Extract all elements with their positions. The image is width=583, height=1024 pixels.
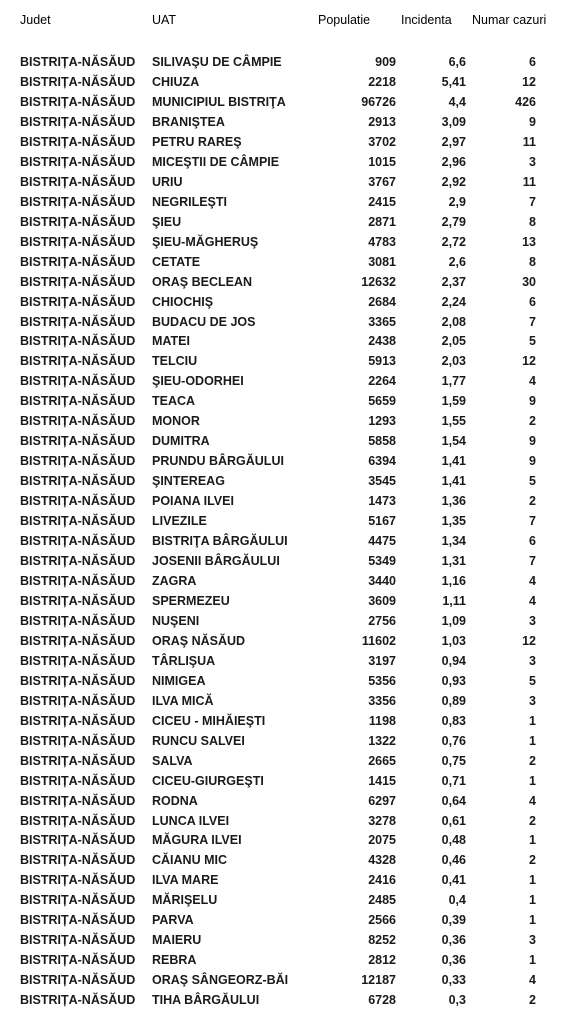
cell-incidence: 0,71 <box>441 773 466 788</box>
cell-uat: ORAŞ SÂNGEORZ-BĂI <box>152 973 289 988</box>
cell-judet: BISTRIȚA-NĂSĂUD <box>20 853 136 868</box>
cell-uat: MĂRIŞELU <box>152 893 218 908</box>
cell-incidence: 1,55 <box>441 414 466 429</box>
cell-population: 2416 <box>368 873 396 888</box>
cell-cases: 4 <box>529 574 536 588</box>
cell-population: 2566 <box>368 913 396 928</box>
header-population: Populatie <box>318 13 371 27</box>
cell-judet: BISTRIȚA-NĂSĂUD <box>20 793 136 808</box>
cell-judet: BISTRIȚA-NĂSĂUD <box>20 334 136 349</box>
cell-population: 5858 <box>368 434 396 449</box>
cell-judet: BISTRIȚA-NĂSĂUD <box>20 773 136 788</box>
table-row <box>0 751 583 771</box>
cell-uat: RODNA <box>152 793 198 808</box>
cell-population: 3702 <box>368 134 396 149</box>
cell-uat: TIHA BÂRGĂULUI <box>152 993 260 1008</box>
cell-incidence: 0,46 <box>441 853 466 868</box>
cell-cases: 2 <box>529 753 536 768</box>
table-row <box>0 92 583 112</box>
table-row <box>0 950 583 970</box>
table-row <box>0 72 583 92</box>
cell-uat: PARVA <box>152 913 194 928</box>
table-row <box>0 331 583 351</box>
cell-cases: 9 <box>529 114 536 129</box>
cell-uat: ZAGRA <box>152 574 197 588</box>
table-row <box>0 491 583 511</box>
cell-judet: BISTRIȚA-NĂSĂUD <box>20 673 136 688</box>
cell-uat: NUŞENI <box>152 613 200 628</box>
cell-uat: ŞIEU <box>152 214 182 229</box>
cell-incidence: 2,37 <box>441 274 466 289</box>
cell-uat: CETATE <box>152 254 201 269</box>
cell-cases: 12 <box>522 633 536 648</box>
cell-uat: BUDACU DE JOS <box>152 314 256 329</box>
cell-incidence: 0,33 <box>441 973 466 988</box>
table-row <box>0 910 583 930</box>
cell-cases: 12 <box>522 75 536 89</box>
cell-population: 5167 <box>368 514 396 529</box>
cell-uat: POIANA ILVEI <box>152 494 234 509</box>
cell-judet: BISTRIȚA-NĂSĂUD <box>20 314 136 329</box>
cell-judet: BISTRIȚA-NĂSĂUD <box>20 713 136 728</box>
cell-uat: CHIUZA <box>152 75 200 89</box>
cell-incidence: 2,03 <box>441 354 466 369</box>
cell-uat: MONOR <box>152 414 200 429</box>
table-row <box>0 631 583 651</box>
cell-cases: 30 <box>522 274 536 289</box>
cell-incidence: 4,4 <box>448 94 466 109</box>
cell-judet: BISTRIȚA-NĂSĂUD <box>20 254 136 269</box>
cell-uat: DUMITRA <box>152 434 210 449</box>
cell-population: 2075 <box>368 833 396 848</box>
cell-population: 1293 <box>368 414 396 429</box>
cell-incidence: 0,75 <box>441 753 466 768</box>
cell-cases: 1 <box>529 833 536 848</box>
table-row <box>0 691 583 711</box>
cell-incidence: 2,92 <box>441 174 466 189</box>
cell-cases: 13 <box>522 234 536 249</box>
cell-cases: 11 <box>522 174 536 189</box>
cell-uat: ILVA MARE <box>152 873 219 888</box>
cell-population: 2913 <box>368 114 396 129</box>
cell-incidence: 2,08 <box>441 314 466 329</box>
cell-cases: 11 <box>522 134 536 149</box>
cell-incidence: 1,11 <box>442 593 466 608</box>
cell-judet: BISTRIȚA-NĂSĂUD <box>20 174 136 189</box>
cell-incidence: 0,41 <box>441 873 466 888</box>
cell-cases: 4 <box>529 793 536 808</box>
cell-cases: 6 <box>529 294 536 309</box>
cell-judet: BISTRIȚA-NĂSĂUD <box>20 973 136 988</box>
cell-judet: BISTRIȚA-NĂSĂUD <box>20 913 136 928</box>
cell-incidence: 0,39 <box>441 913 466 928</box>
cell-population: 5349 <box>368 554 396 568</box>
cell-incidence: 1,03 <box>441 633 466 648</box>
cell-cases: 1 <box>529 893 536 908</box>
cell-uat: NEGRILEŞTI <box>152 194 228 209</box>
table-row <box>0 431 583 451</box>
cell-population: 4475 <box>368 534 396 548</box>
cell-cases: 1 <box>529 953 536 968</box>
cell-population: 6728 <box>368 993 396 1008</box>
cell-judet: BISTRIȚA-NĂSĂUD <box>20 75 136 89</box>
table-row <box>0 152 583 172</box>
cell-cases: 5 <box>529 673 536 688</box>
cell-judet: BISTRIȚA-NĂSĂUD <box>20 294 136 309</box>
cell-incidence: 0,48 <box>441 833 466 848</box>
cell-incidence: 6,6 <box>448 55 466 69</box>
cell-uat: CHIOCHIŞ <box>152 294 214 309</box>
cell-uat: PRUNDU BÂRGĂULUI <box>152 454 284 469</box>
table-row <box>0 292 583 312</box>
cell-incidence: 1,41 <box>441 454 466 469</box>
cell-population: 1015 <box>368 154 396 169</box>
cell-judet: BISTRIȚA-NĂSĂUD <box>20 993 136 1008</box>
table-row <box>0 990 583 1010</box>
table-row <box>0 132 583 152</box>
table-row <box>0 351 583 371</box>
cell-population: 2684 <box>368 294 396 309</box>
cell-judet: BISTRIȚA-NĂSĂUD <box>20 554 136 568</box>
cell-uat: PETRU RAREŞ <box>152 134 242 149</box>
cell-cases: 12 <box>522 354 536 369</box>
table-row <box>0 551 583 571</box>
cell-judet: BISTRIȚA-NĂSĂUD <box>20 394 136 409</box>
cell-judet: BISTRIȚA-NĂSĂUD <box>20 55 136 69</box>
cell-uat: URIU <box>152 174 183 189</box>
table-row <box>0 252 583 272</box>
cell-incidence: 1,41 <box>441 474 466 489</box>
cell-uat: CICEU-GIURGEŞTI <box>152 773 264 788</box>
cell-uat: NIMIGEA <box>152 673 206 688</box>
cell-cases: 7 <box>529 514 536 529</box>
cell-incidence: 2,97 <box>441 134 466 149</box>
cell-population: 3081 <box>368 254 396 269</box>
cell-incidence: 0,36 <box>441 953 466 968</box>
cell-judet: BISTRIȚA-NĂSĂUD <box>20 693 136 708</box>
cell-cases: 5 <box>529 474 536 489</box>
cell-cases: 6 <box>529 534 536 548</box>
cell-judet: BISTRIȚA-NĂSĂUD <box>20 534 136 548</box>
cell-uat: SALVA <box>152 753 193 768</box>
cell-judet: BISTRIȚA-NĂSĂUD <box>20 114 136 129</box>
cell-population: 2812 <box>368 953 396 968</box>
cell-uat: ŞIEU-MĂGHERUŞ <box>152 234 259 249</box>
cell-cases: 4 <box>529 374 536 389</box>
header-judet: Judet <box>20 13 51 27</box>
cell-judet: BISTRIȚA-NĂSĂUD <box>20 813 136 828</box>
cell-judet: BISTRIȚA-NĂSĂUD <box>20 274 136 289</box>
table-row <box>0 870 583 890</box>
cell-judet: BISTRIȚA-NĂSĂUD <box>20 234 136 249</box>
cell-cases: 5 <box>529 334 536 349</box>
cell-incidence: 0,76 <box>441 733 466 748</box>
cell-cases: 6 <box>529 55 536 69</box>
cell-judet: BISTRIȚA-NĂSĂUD <box>20 474 136 489</box>
table-row <box>0 651 583 671</box>
table-header <box>0 10 583 30</box>
cell-judet: BISTRIȚA-NĂSĂUD <box>20 514 136 529</box>
table-row <box>0 371 583 391</box>
cell-judet: BISTRIȚA-NĂSĂUD <box>20 214 136 229</box>
cell-incidence: 1,36 <box>441 494 466 509</box>
cell-uat: ŞIEU-ODORHEI <box>152 374 244 389</box>
table-row <box>0 671 583 691</box>
cell-cases: 2 <box>529 853 536 868</box>
cell-uat: ORAŞ NĂSĂUD <box>152 633 246 648</box>
table-row <box>0 451 583 471</box>
cell-population: 8252 <box>368 933 396 948</box>
cell-judet: BISTRIȚA-NĂSĂUD <box>20 354 136 369</box>
cell-cases: 7 <box>529 314 536 329</box>
cell-population: 2438 <box>368 334 396 349</box>
table-row <box>0 112 583 132</box>
cell-cases: 2 <box>529 813 536 828</box>
cell-uat: REBRA <box>152 953 197 968</box>
cell-judet: BISTRIȚA-NĂSĂUD <box>20 893 136 908</box>
cell-population: 3197 <box>368 653 396 668</box>
cell-uat: TEACA <box>152 394 196 409</box>
cell-incidence: 0,61 <box>441 813 466 828</box>
table-row <box>0 531 583 551</box>
cell-population: 3356 <box>368 693 396 708</box>
header-cases: Numar cazuri <box>472 13 547 27</box>
cell-uat: MATEI <box>152 334 190 349</box>
cell-uat: ILVA MICĂ <box>152 693 214 708</box>
cell-cases: 7 <box>529 554 536 568</box>
cell-uat: MICEŞTII DE CÂMPIE <box>152 154 280 169</box>
cell-cases: 1 <box>529 713 536 728</box>
cell-judet: BISTRIȚA-NĂSĂUD <box>20 434 136 449</box>
table-row <box>0 232 583 252</box>
table-row <box>0 272 583 292</box>
cell-uat: TELCIU <box>152 354 198 369</box>
header-uat: UAT <box>152 13 177 27</box>
cell-population: 12187 <box>361 973 396 988</box>
header-incidence: Incidenta <box>401 13 452 27</box>
cell-cases: 426 <box>515 94 536 109</box>
cell-population: 2871 <box>368 214 396 229</box>
table-row <box>0 970 583 990</box>
cell-incidence: 2,9 <box>448 194 466 209</box>
cell-cases: 2 <box>529 993 536 1008</box>
cell-incidence: 0,36 <box>441 933 466 948</box>
cell-cases: 9 <box>529 454 536 469</box>
cell-incidence: 2,79 <box>441 214 466 229</box>
cell-uat: BRANIŞTEA <box>152 114 225 129</box>
table-row <box>0 771 583 791</box>
table-row <box>0 811 583 831</box>
cell-uat: MUNICIPIUL BISTRIŢA <box>152 94 286 109</box>
table-row <box>0 930 583 950</box>
cell-judet: BISTRIȚA-NĂSĂUD <box>20 873 136 888</box>
cell-incidence: 0,89 <box>441 693 466 708</box>
cell-incidence: 1,31 <box>441 554 466 568</box>
cell-uat: CICEU - MIHĂIEŞTI <box>152 713 266 728</box>
cell-uat: RUNCU SALVEI <box>152 733 245 748</box>
cell-incidence: 1,09 <box>441 613 466 628</box>
table-row <box>0 391 583 411</box>
cell-cases: 9 <box>529 434 536 449</box>
cell-population: 3365 <box>368 314 396 329</box>
table-row <box>0 52 583 72</box>
cell-judet: BISTRIȚA-NĂSĂUD <box>20 454 136 469</box>
table-row <box>0 192 583 212</box>
cell-population: 909 <box>375 55 396 69</box>
cell-incidence: 1,77 <box>441 374 466 389</box>
table-row <box>0 611 583 631</box>
cell-population: 1473 <box>368 494 396 509</box>
cell-population: 3440 <box>368 574 396 588</box>
table-row <box>0 791 583 811</box>
cell-cases: 3 <box>529 653 536 668</box>
cell-uat: LUNCA ILVEI <box>152 813 230 828</box>
cell-uat: JOSENII BÂRGĂULUI <box>152 554 280 568</box>
cell-uat: TÂRLIŞUA <box>152 653 216 668</box>
cell-cases: 3 <box>529 933 536 948</box>
cell-cases: 1 <box>529 773 536 788</box>
cell-population: 3545 <box>368 474 396 489</box>
cell-judet: BISTRIȚA-NĂSĂUD <box>20 574 136 588</box>
cell-judet: BISTRIȚA-NĂSĂUD <box>20 733 136 748</box>
table-row <box>0 890 583 910</box>
cell-population: 2264 <box>368 374 396 389</box>
table-row <box>0 711 583 731</box>
cell-cases: 3 <box>529 693 536 708</box>
cell-incidence: 5,41 <box>441 75 466 89</box>
cell-population: 1415 <box>368 773 396 788</box>
cell-population: 12632 <box>361 274 396 289</box>
cell-judet: BISTRIȚA-NĂSĂUD <box>20 933 136 948</box>
cell-cases: 2 <box>529 494 536 509</box>
table-row <box>0 172 583 192</box>
cell-cases: 1 <box>529 733 536 748</box>
table-row <box>0 850 583 870</box>
cell-cases: 9 <box>529 394 536 409</box>
cell-incidence: 1,59 <box>441 394 466 409</box>
cell-judet: BISTRIȚA-NĂSĂUD <box>20 953 136 968</box>
cell-judet: BISTRIȚA-NĂSĂUD <box>20 753 136 768</box>
cell-uat: BISTRIŢA BÂRGĂULUI <box>152 534 288 548</box>
cell-population: 1198 <box>368 713 396 728</box>
cell-incidence: 1,16 <box>441 574 466 588</box>
cell-judet: BISTRIȚA-NĂSĂUD <box>20 94 136 109</box>
cell-incidence: 2,72 <box>441 234 466 249</box>
cell-cases: 3 <box>529 154 536 169</box>
cell-population: 4328 <box>368 853 396 868</box>
cell-incidence: 0,64 <box>441 793 466 808</box>
cell-uat: CĂIANU MIC <box>152 853 227 868</box>
cell-incidence: 2,6 <box>448 254 466 269</box>
cell-population: 3767 <box>368 174 396 189</box>
cell-population: 3278 <box>368 813 396 828</box>
cell-uat: SILIVAŞU DE CÂMPIE <box>152 55 282 69</box>
table-row <box>0 571 583 591</box>
cell-cases: 1 <box>529 873 536 888</box>
cell-incidence: 2,05 <box>441 334 466 349</box>
cell-cases: 1 <box>529 913 536 928</box>
cell-population: 5356 <box>368 673 396 688</box>
cell-incidence: 2,24 <box>441 294 466 309</box>
cell-uat: ŞINTEREAG <box>152 474 225 489</box>
cell-uat: SPERMEZEU <box>152 593 230 608</box>
cell-population: 6297 <box>368 793 396 808</box>
cell-incidence: 1,35 <box>441 514 466 529</box>
cell-uat: ORAŞ BECLEAN <box>152 274 253 289</box>
table-row <box>0 411 583 431</box>
cell-incidence: 3,09 <box>441 114 466 129</box>
cell-cases: 8 <box>529 214 536 229</box>
cell-population: 2415 <box>368 194 396 209</box>
cell-cases: 2 <box>529 414 536 429</box>
cell-cases: 4 <box>529 593 536 608</box>
cell-population: 2756 <box>368 613 396 628</box>
cell-cases: 7 <box>529 194 536 209</box>
cell-cases: 8 <box>529 254 536 269</box>
cell-incidence: 0,3 <box>448 993 466 1008</box>
cell-population: 11602 <box>361 633 396 648</box>
cell-judet: BISTRIȚA-NĂSĂUD <box>20 414 136 429</box>
cell-uat: MAIERU <box>152 933 202 948</box>
cell-incidence: 2,96 <box>441 154 466 169</box>
cell-population: 2665 <box>368 753 396 768</box>
cell-judet: BISTRIȚA-NĂSĂUD <box>20 613 136 628</box>
cell-population: 96726 <box>361 94 396 109</box>
table-row <box>0 471 583 491</box>
cell-incidence: 1,54 <box>441 434 466 449</box>
cell-cases: 4 <box>529 973 536 988</box>
cell-judet: BISTRIȚA-NĂSĂUD <box>20 633 136 648</box>
cell-incidence: 0,83 <box>441 713 466 728</box>
table-row <box>0 591 583 611</box>
cell-judet: BISTRIȚA-NĂSĂUD <box>20 494 136 509</box>
cell-population: 5659 <box>368 394 396 409</box>
cell-population: 1322 <box>368 733 396 748</box>
cell-judet: BISTRIȚA-NĂSĂUD <box>20 154 136 169</box>
cell-judet: BISTRIȚA-NĂSĂUD <box>20 194 136 209</box>
cell-judet: BISTRIȚA-NĂSĂUD <box>20 593 136 608</box>
table-row <box>0 830 583 850</box>
cell-population: 4783 <box>368 234 396 249</box>
cell-incidence: 0,93 <box>441 673 466 688</box>
cell-population: 2485 <box>368 893 396 908</box>
cell-uat: LIVEZILE <box>152 514 207 529</box>
cell-judet: BISTRIȚA-NĂSĂUD <box>20 833 136 848</box>
table-row <box>0 312 583 332</box>
table-row <box>0 212 583 232</box>
cell-cases: 3 <box>529 613 536 628</box>
cell-population: 3609 <box>368 593 396 608</box>
cell-population: 2218 <box>368 75 396 89</box>
table-row <box>0 511 583 531</box>
cell-judet: BISTRIȚA-NĂSĂUD <box>20 653 136 668</box>
cell-uat: MĂGURA ILVEI <box>152 833 242 848</box>
table-row <box>0 731 583 751</box>
cell-incidence: 0,4 <box>448 893 466 908</box>
cell-population: 5913 <box>368 354 396 369</box>
cell-judet: BISTRIȚA-NĂSĂUD <box>20 134 136 149</box>
cell-population: 6394 <box>368 454 396 469</box>
cell-incidence: 1,34 <box>441 534 466 548</box>
cell-incidence: 0,94 <box>441 653 466 668</box>
cell-judet: BISTRIȚA-NĂSĂUD <box>20 374 136 389</box>
